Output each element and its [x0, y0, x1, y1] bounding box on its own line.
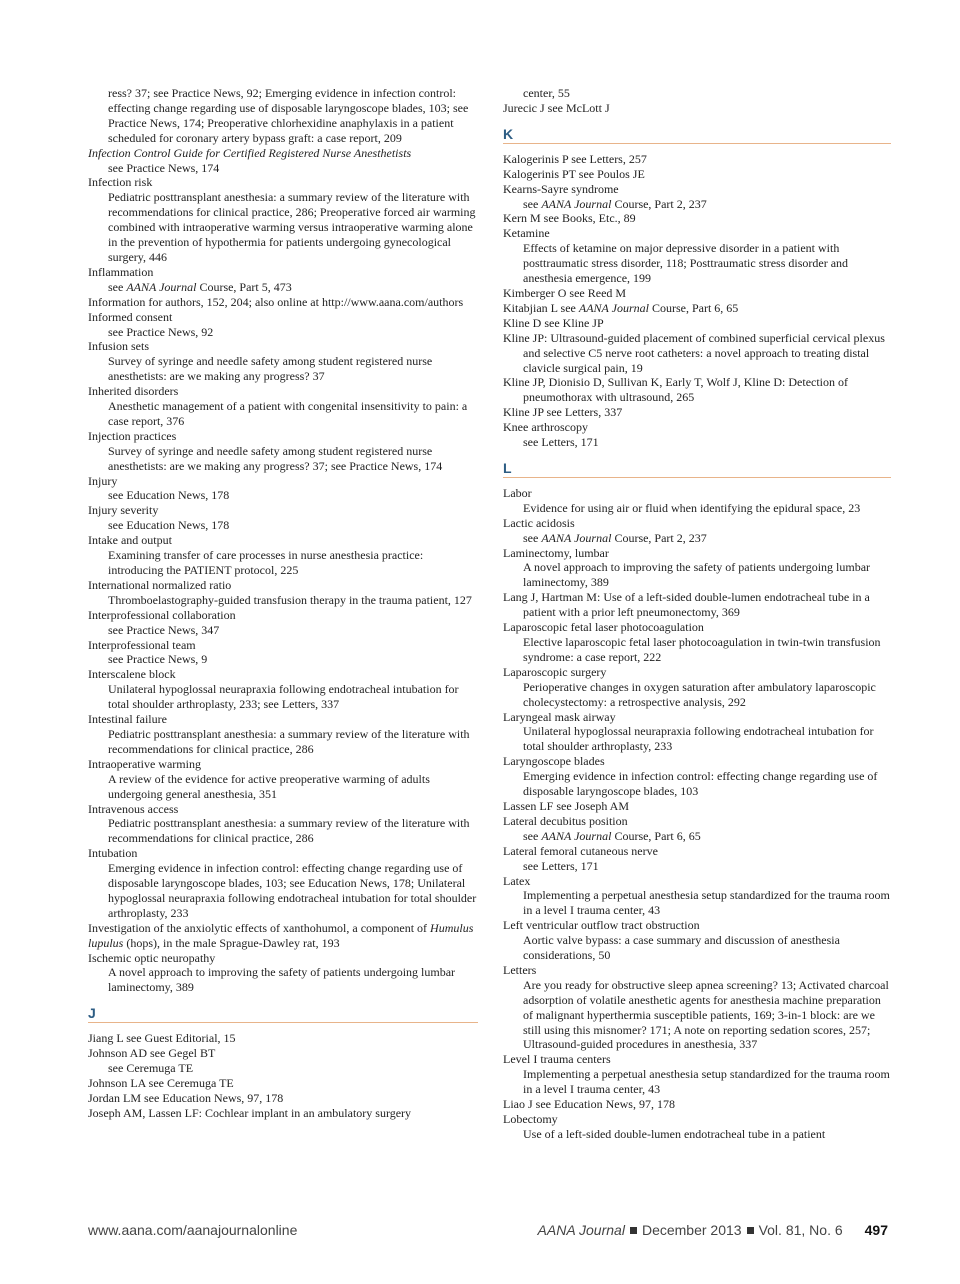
index-heading: Lobectomy — [503, 1112, 558, 1126]
index-entry: Examining transfer of care processes in nurse anesthesia practice: introducing the PATIENT protocol, 225 — [108, 548, 424, 577]
footer-citation — [538, 1222, 888, 1238]
index-heading: Infusion sets — [88, 339, 149, 354]
index-heading: Intestinal failure — [88, 712, 167, 727]
index-heading: Kline JP see Letters, 337 — [503, 405, 623, 420]
index-heading: Ketamine — [503, 226, 550, 241]
index-entry: see Education News, 178 — [108, 488, 230, 503]
index-heading: Liao J see Education News, 97, 178 — [503, 1097, 675, 1112]
index-heading: Lang J, Hartman M: Use of a left-sided double-lumen endotracheal tube in a patient with a prior left pneumonectomy, 369 — [503, 590, 870, 620]
index-heading: Intubation — [88, 846, 138, 861]
index-heading: Left ventricular outflow tract obstruction — [503, 918, 700, 933]
index-entry: Are you ready for obstructive sleep apnea screening? 13; Activated charcoal adsorption of volatile anesthetic agents for anesthesia machine preparation of malignant hyperthermia susceptible patients, 169; 3-in-1 block: are we still using this misnomer? 171; A note on reporting sedation scores, 257; Ultrasound-guided procedures in anesthesia, 337 — [523, 977, 889, 1052]
index-heading: Laryngeal mask airway — [503, 709, 616, 724]
index-entry: Evidence for using air or fluid when identifying the epidural space, 23 — [523, 500, 861, 515]
index-heading: Laparoscopic fetal laser photocoagulation — [503, 620, 704, 635]
index-entry: Survey of syringe and needle safety among student registered nurse anesthetists: are we making any progress? 37; see Practice News, 174 — [108, 443, 443, 473]
index-heading: Kline D see Kline JP — [503, 315, 604, 330]
index-heading: Interscalene block — [88, 667, 176, 682]
index-entry: see Education News, 178 — [108, 518, 230, 533]
index-entry: A novel approach to improving the safety of patients undergoing lumbar laminectomy, 389 — [523, 560, 871, 590]
page-number: 497 — [864, 1222, 888, 1238]
index-heading: Kline JP: Ultrasound-guided placement of combined superficial cervical plexus and selective C5 nerve root catheters: a novel approach to treating distal clavicle surgical pain, 19 — [503, 330, 885, 375]
index-entry: see AANA Journal Course, Part 5, 473 — [108, 279, 292, 294]
index-entry: Pediatric posttransplant anesthesia: a summary review of the literature with recommendations for clinical practice, 286 — [108, 816, 470, 846]
index-entry: see Ceremuga TE — [108, 1061, 194, 1076]
square-bullet-icon — [630, 1227, 637, 1234]
index-entry: see Letters, 171 — [523, 435, 599, 450]
index-entry: Pediatric posttransplant anesthesia: a summary review of the literature with recommendations for clinical practice, 286 — [108, 726, 470, 756]
index-entry: Perioperative changes in oxygen saturation after ambulatory laparoscopic cholecystectomy: a retrospective analysis, 292 — [523, 679, 876, 709]
index-heading: Injury — [88, 473, 118, 488]
index-entry: ress? 37; see Practice News, 92; Emerging evidence in infection control: effecting change regarding use of disposable laryngoscope blades, 103; see Practice News, 174; Preoperative chlorhexidine anaphylaxis in a patient scheduled for coronary artery bypass graft: a case report, 209 — [108, 86, 469, 145]
index-heading: Injection practices — [88, 428, 177, 443]
index-entry: see AANA Journal Course, Part 6, 65 — [523, 828, 701, 843]
index-heading: Laparoscopic surgery — [503, 664, 607, 679]
index-entry: Survey of syringe and needle safety among student registered nurse anesthetists: are we making any progress? 37 — [108, 354, 433, 384]
index-heading: Johnson LA see Ceremuga TE — [88, 1076, 234, 1090]
index-entry: see Letters, 171 — [523, 858, 599, 873]
index-heading: Ischemic optic neuropathy — [88, 950, 216, 965]
index-entry: see Practice News, 174 — [108, 160, 220, 175]
index-entry: see AANA Journal Course, Part 2, 237 — [523, 196, 707, 211]
index-entry: center, 55 — [523, 86, 570, 100]
index-entry: Effects of ketamine on major depressive disorder in a patient with posttraumatic stress disorder, 118; Posttraumatic stress disorder and anesthesia emergence, 199 — [523, 241, 849, 286]
square-bullet-icon — [747, 1227, 754, 1234]
index-heading: Knee arthroscopy — [503, 420, 588, 435]
index-entry: A novel approach to improving the safety of patients undergoing lumbar laminectomy, 389 — [108, 965, 456, 995]
index-entry: see Practice News, 92 — [108, 324, 214, 339]
index-heading: Investigation of the anxiolytic effects of xanthohumol, a component of Humulus lupulus (hops), in the male Sprague-Dawley rat, 193 — [88, 920, 474, 950]
page-footer — [88, 1222, 888, 1242]
index-entry: Unilateral hypoglossal neurapraxia following endotracheal intubation for total shoulder arthroplasty, 233 — [523, 724, 874, 754]
index-heading: Interprofessional team — [88, 637, 196, 652]
index-heading: Kalogerinis PT see Poulos JE — [503, 166, 645, 181]
index-heading: Latex — [503, 873, 531, 888]
index-entry: Use of a left-sided double-lumen endotracheal tube in a patient — [523, 1126, 826, 1141]
index-heading: Injury severity — [88, 503, 159, 518]
index-heading: Jordan LM see Education News, 97, 178 — [88, 1090, 284, 1105]
index-heading: Information for authors, 152, 204; also online at http://www.aana.com/authors — [88, 294, 464, 309]
footer-issue: December 2013 — [641, 1222, 742, 1238]
index-heading: Intake and output — [88, 533, 172, 548]
index-heading: Kimberger O see Reed M — [503, 285, 627, 300]
index-heading: Lassen LF see Joseph AM — [503, 798, 629, 813]
index-heading: Intraoperative warming — [88, 756, 201, 771]
index-entry: Anesthetic management of a patient with congenital insensitivity to pain: a case report, 376 — [108, 399, 468, 428]
index-heading: Kearns-Sayre syndrome — [503, 181, 619, 196]
index-entry: see AANA Journal Course, Part 2, 237 — [523, 530, 707, 545]
index-heading: Lateral femoral cutaneous nerve — [503, 843, 658, 858]
index-heading: Letters — [503, 962, 537, 977]
index-heading: Intravenous access — [88, 801, 179, 816]
index-heading: Level I trauma centers — [503, 1052, 611, 1067]
index-column-left — [88, 86, 478, 1121]
index-entry: Implementing a perpetual anesthesia setup standardized for the trauma room in a level I trauma center, 43 — [523, 1067, 890, 1097]
index-entry: A review of the evidence for active preoperative warming of adults undergoing general anesthesia, 351 — [108, 771, 430, 801]
footer-journal: AANA Journal — [537, 1222, 625, 1238]
index-entry: see Practice News, 9 — [108, 652, 208, 667]
index-heading: Laminectomy, lumbar — [503, 545, 609, 560]
index-heading: Kalogerinis P see Letters, 257 — [503, 151, 647, 166]
index-heading: Interprofessional collaboration — [88, 607, 236, 622]
index-heading: Lateral decubitus position — [503, 813, 628, 828]
index-entry: Pediatric posttransplant anesthesia: a summary review of the literature with recommendations for clinical practice, 286; Preoperative forced air warming combined with intraoperative warming versus intraoperative warming alone in the prevention of hypothermia for patients undergoing gynecological surgery, 446 — [108, 190, 476, 264]
index-heading: Jiang L see Guest Editorial, 15 — [88, 1031, 236, 1046]
index-heading: Informed consent — [88, 309, 173, 324]
index-entry: Thromboelastography-guided transfusion therapy in the trauma patient, 127 — [108, 592, 472, 607]
section-header-l: L — [503, 460, 891, 478]
index-heading: Laryngoscope blades — [503, 754, 605, 769]
index-heading: Kern M see Books, Etc., 89 — [503, 211, 636, 226]
index-heading: Kitabjian L see AANA Journal Course, Part 6, 65 — [503, 300, 739, 315]
index-heading: Johnson AD see Gegel BT — [88, 1046, 216, 1061]
footer-volume: Vol. 81, No. 6 — [758, 1222, 843, 1238]
footer-url-link[interactable]: www.aana.com/aanajournalonline — [88, 1222, 298, 1238]
index-entry: Implementing a perpetual anesthesia setup standardized for the trauma room in a level I trauma center, 43 — [523, 888, 890, 918]
index-entry: Unilateral hypoglossal neurapraxia following endotracheal intubation for total shoulder arthroplasty, 233; see Letters, 337 — [108, 682, 459, 712]
index-entry: Aortic valve bypass: a case summary and discussion of anesthesia considerations, 50 — [523, 933, 840, 963]
index-heading: Lactic acidosis — [503, 515, 575, 530]
index-heading: Kline JP, Dionisio D, Sullivan K, Early T, Wolf J, Kline D: Detection of pneumothorax with ultrasound, 265 — [503, 375, 849, 405]
index-entry: see Practice News, 347 — [108, 622, 220, 637]
index-entry: Emerging evidence in infection control: effecting change regarding use of disposable laryngoscope blades, 103; see Education News, 178; Unilateral hypoglossal neurapraxia following endotracheal intubation for total shoulder arthroplasty, 233 — [108, 861, 477, 920]
index-entry: Emerging evidence in infection control: effecting change regarding use of disposable laryngoscope blades, 103 — [523, 769, 878, 799]
index-heading: Inflammation — [88, 264, 154, 279]
section-header-k: K — [503, 126, 891, 144]
index-entry: Elective laparoscopic fetal laser photocoagulation in twin-twin transfusion syndrome: a case report, 222 — [523, 635, 881, 664]
index-heading: International normalized ratio — [88, 577, 232, 592]
index-heading: Inherited disorders — [88, 384, 179, 399]
index-heading: Infection risk — [88, 175, 153, 190]
index-column-right — [503, 86, 891, 1142]
index-heading: Jurecic J see McLott J — [503, 100, 610, 115]
index-heading: Infection Control Guide for Certified Registered Nurse Anesthetists — [88, 145, 412, 160]
section-header-j: J — [88, 1005, 478, 1023]
index-heading: Labor — [503, 485, 532, 500]
index-heading: Joseph AM, Lassen LF: Cochlear implant in an ambulatory surgery — [88, 1105, 412, 1120]
